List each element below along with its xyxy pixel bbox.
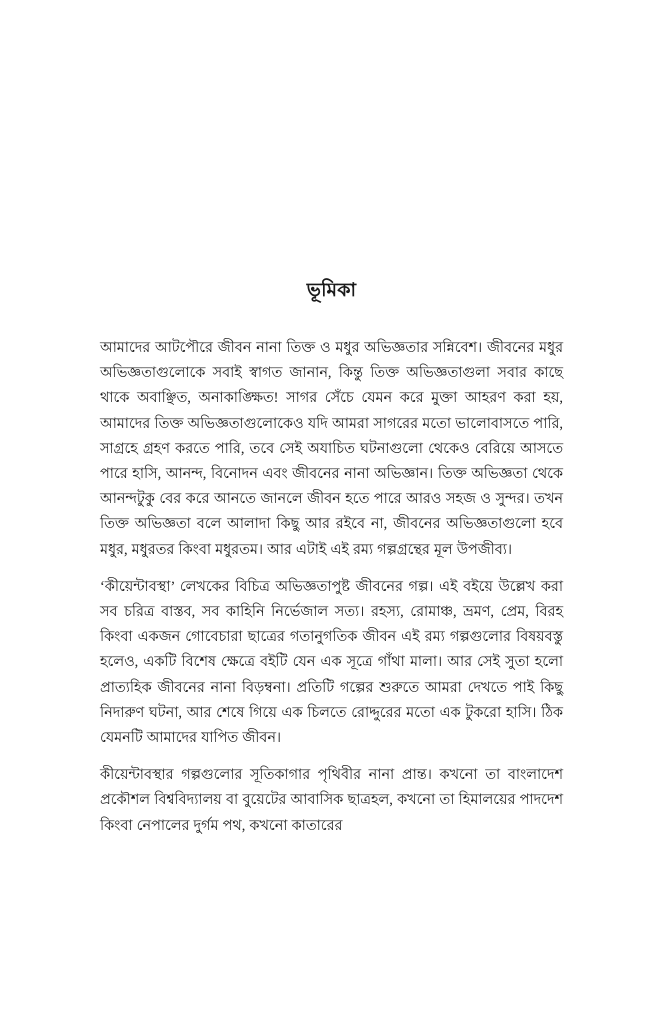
paragraph: আমাদের আটপৌরে জীবন নানা তিক্ত ও মধুর অভিজ্ঞতার সন্নিবেশ। জীবনের মধুর অভিজ্ঞতাগুলোকে সবাই স্বাগত জানান, কিন্তু তিক্ত অভিজ্ঞতাগুলা সবার কাছে থাকে অবাঞ্ছিত, অনাকাঙ্ক্ষিত! সাগর সেঁচে যেমন করে মুক্তা আহরণ করা হয়, আমাদের তিক্ত অভিজ্ঞতাগুলোকেও যদি আমরা সাগরের মতো ভালোবাসতে পারি, সাগ্রহে গ্রহণ করতে পারি, তবে সেই অযাচিত ঘটনাগুলো থেকেও বেরিয়ে আসতে পারে হাসি, আনন্দ, বিনোদন এবং জীবনের নানা অভিজ্ঞান। তিক্ত অভিজ্ঞতা থেকে আনন্দটুকু বের করে আনতে জানলে জীবন হতে পারে আরও সহজ ও সুন্দর। তখন তিক্ত অভিজ্ঞতা বলে আলাদা কিছু আর রইবে না, জীবনের অভিজ্ঞতাগুলো হবে মধুর, মধুরতর কিংবা মধুরতম। আর এটাই এই রম্য গল্পগ্রন্থের মূল উপজীব্য। bbox=[100, 340, 563, 558]
page-title: ভূমিকা bbox=[306, 280, 357, 301]
paragraph: কীয়েন্টাবস্থার গল্পগুলোর সূতিকাগার পৃথিবীর নানা প্রান্ত। কখনো তা বাংলাদেশ প্রকৌশল বিশ্ববিদ্যালয় বা বুয়েটের আবাসিক ছাত্রহল, কখনো তা হিমালয়ের পাদদেশ কিংবা নেপালের দুর্গম পথ, কখনো কাতারের bbox=[100, 767, 563, 834]
page-content bbox=[100, 278, 563, 839]
paragraph: ‘কীয়েন্টাবস্থা’ লেখকের বিচিত্র অভিজ্ঞতাপুষ্ট জীবনের গল্প। এই বইয়ে উল্লেখ করা সব চরিত্র বাস্তব, সব কাহিনি নির্ভেজাল সত্য। রহস্য, রোমাঞ্চ, ভ্রমণ, প্রেম, বিরহ কিংবা একজন গোবেচারা ছাত্রের গতানুগতিক জীবন এই রম্য গল্পগুলোর বিষয়বস্তু হলেও, একটি বিশেষ ক্ষেত্রে বইটি যেন এক সূত্রে গাঁথা মালা। আর সেই সুতা হলো প্রাত্যহিক জীবনের নানা বিড়ম্বনা। প্রতিটি গল্পের শুরুতে আমরা দেখতে পাই কিছু নিদারুণ ঘটনা, আর শেষে গিয়ে এক চিলতে রোদ্দুরের মতো এক টুকরো হাসি। ঠিক যেমনটি আমাদের যাপিত জীবন। bbox=[100, 578, 563, 747]
